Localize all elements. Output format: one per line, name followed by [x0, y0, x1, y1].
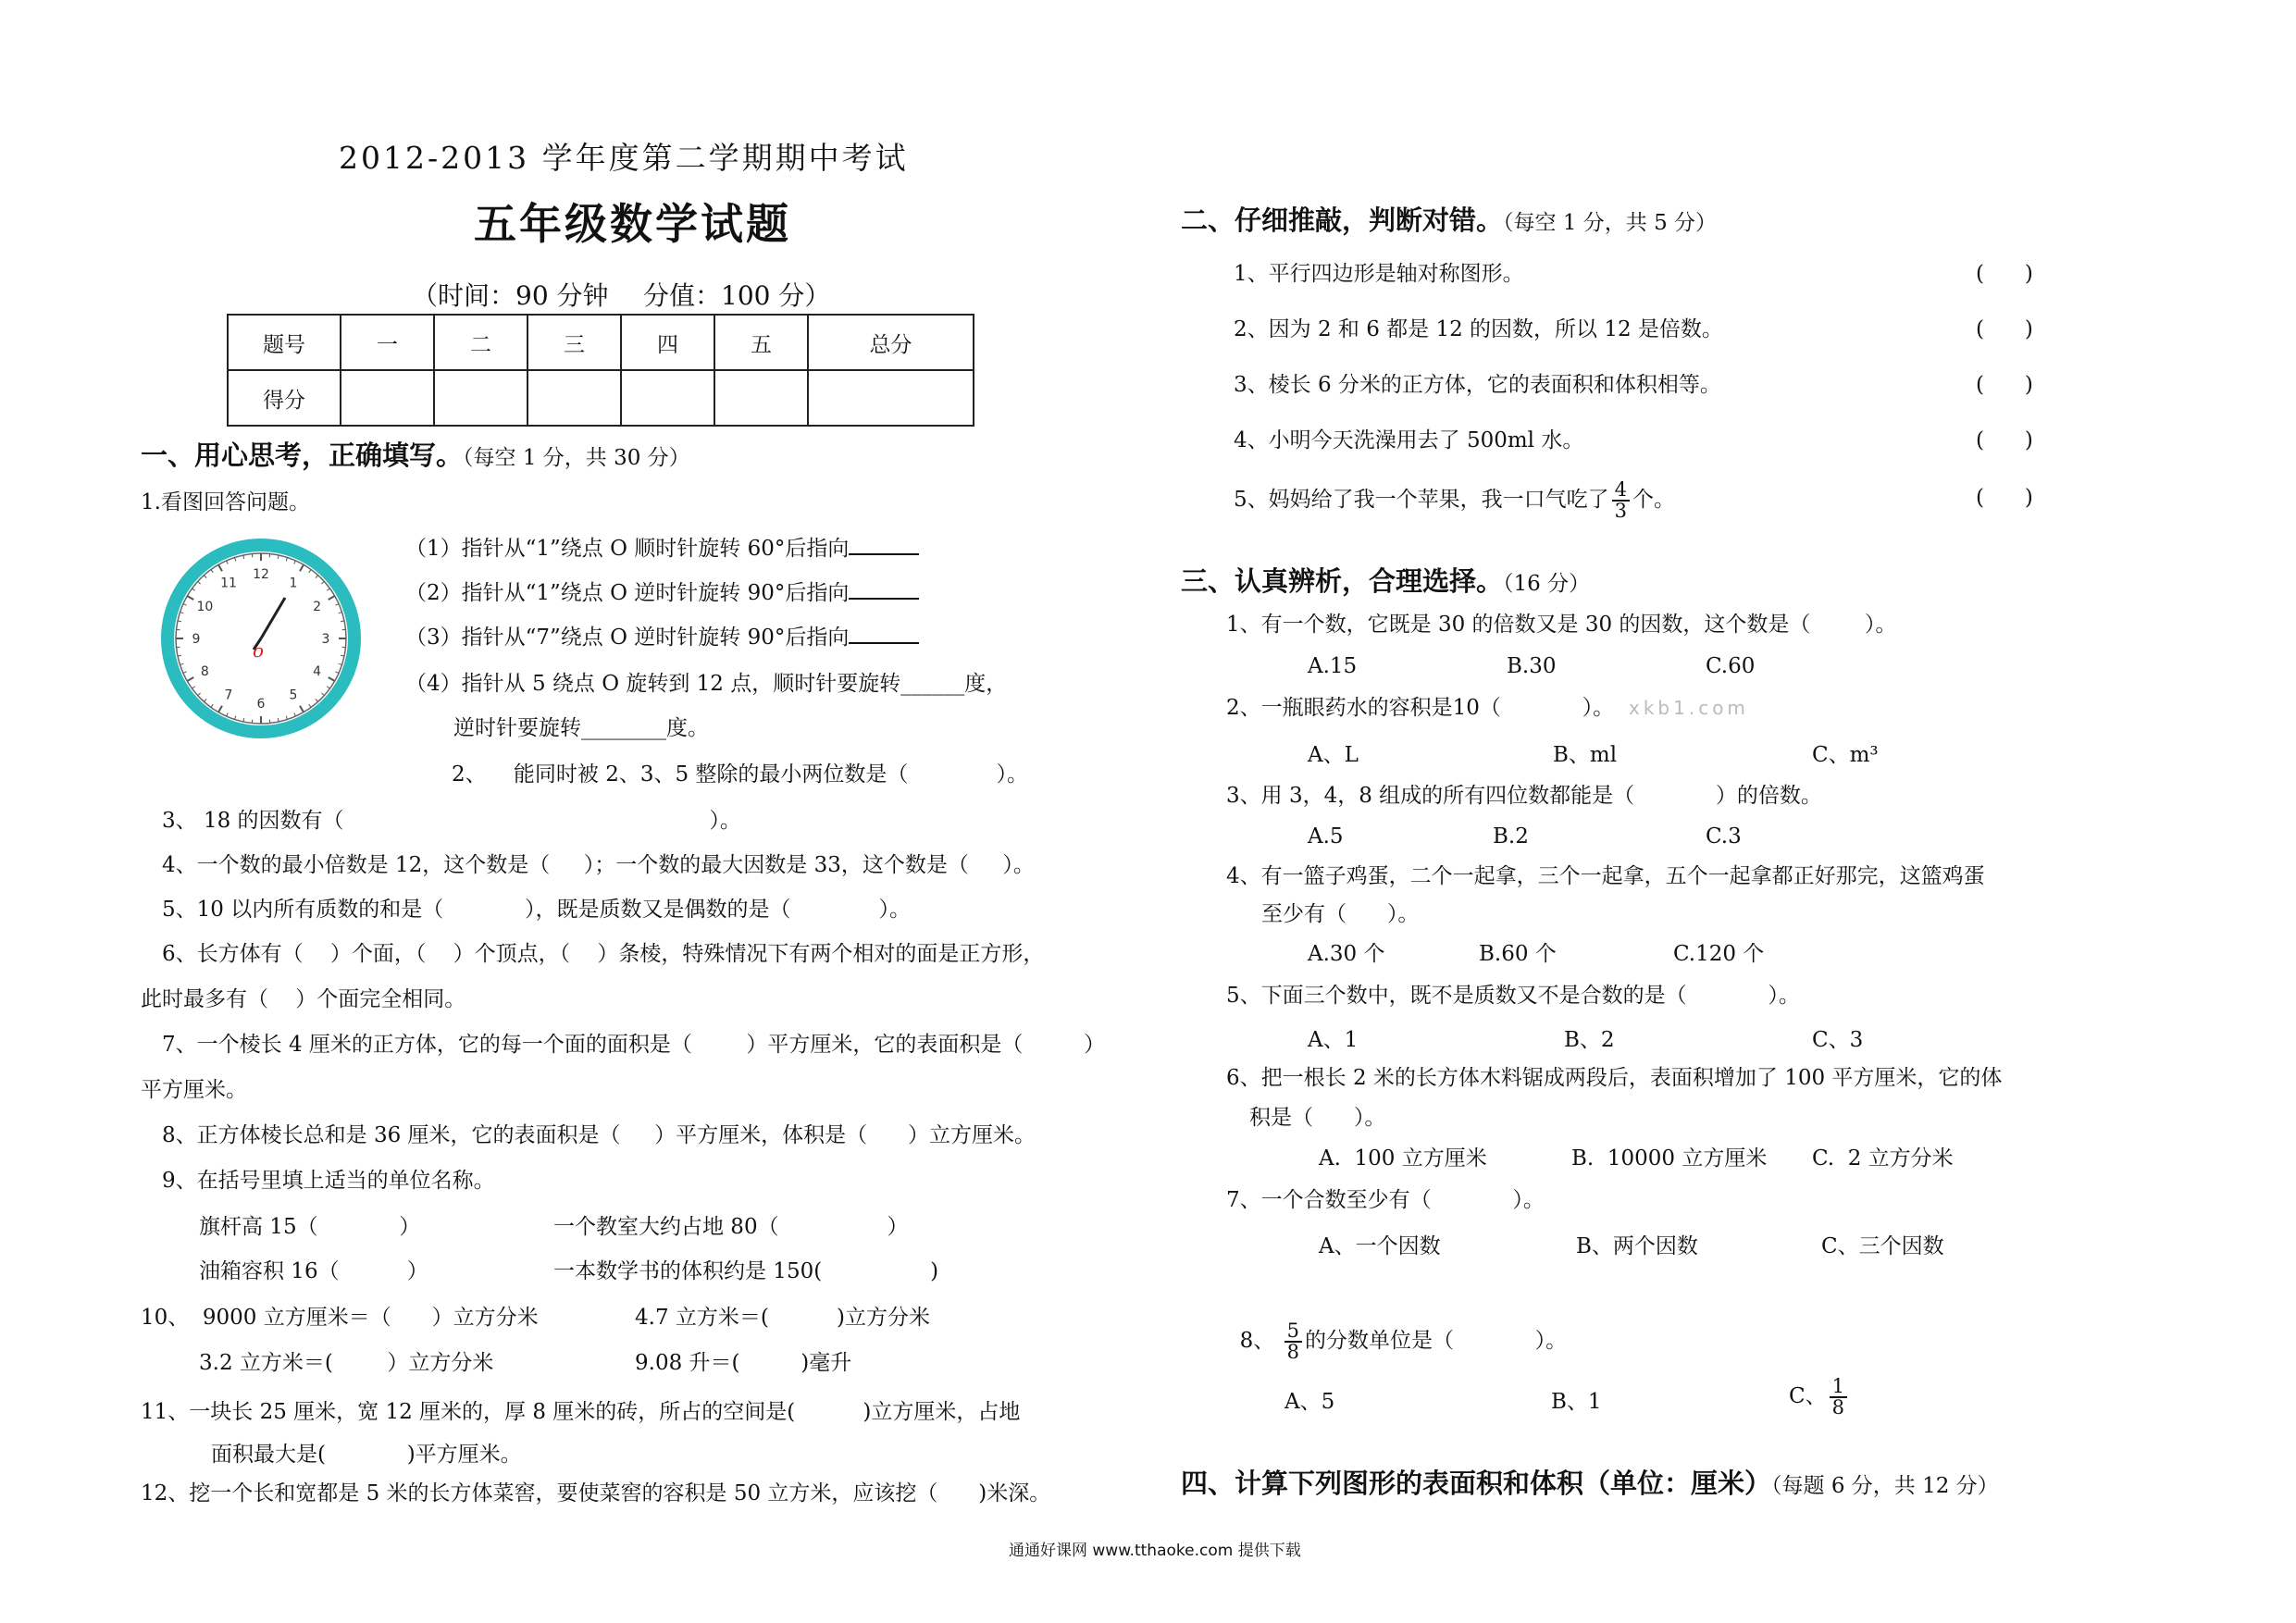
- clock-tick: [327, 687, 329, 688]
- clock-tick: [294, 712, 296, 716]
- exam-subject-title: 五年级数学试题: [474, 199, 791, 249]
- choice-option[interactable]: B、ml: [1553, 743, 1618, 767]
- clock-tick: [187, 596, 193, 600]
- clock-tick: [192, 588, 195, 590]
- clock-tick: [198, 581, 201, 584]
- clock-number: 4: [313, 664, 322, 679]
- clock-tick: [218, 564, 222, 571]
- clock-tick: [286, 716, 287, 720]
- clock-tick: [327, 588, 329, 590]
- clock-tick: [218, 706, 222, 712]
- score-table-header: 三: [527, 315, 621, 370]
- clock-tick: [211, 570, 213, 573]
- q11-line2: 面积最大是( )平方厘米。: [211, 1443, 522, 1467]
- choice-q1: 1、有一个数，它既是 30 的倍数又是 30 的因数，这个数是（ ）。: [1226, 613, 1897, 637]
- clock-tick: [198, 693, 201, 696]
- clock-number: 7: [224, 688, 233, 703]
- clock-tick: [309, 570, 311, 573]
- choice-option[interactable]: C.60: [1706, 654, 1756, 678]
- score-table-header: 五: [714, 315, 808, 370]
- choice-option[interactable]: B、两个因数: [1576, 1234, 1698, 1258]
- clock-tick: [227, 712, 229, 716]
- score-table-header: 一: [341, 315, 434, 370]
- judge-item-4: 4、小明今天洗澡用去了 500ml 水。: [1234, 428, 1584, 452]
- score-table-header: 二: [434, 315, 527, 370]
- clock-number: 11: [220, 576, 237, 591]
- choice-option[interactable]: C、三个因数: [1821, 1234, 1944, 1258]
- choice-option[interactable]: A、5: [1285, 1390, 1335, 1414]
- section2-heading: [1181, 200, 1717, 238]
- clock-tick: [329, 677, 335, 681]
- q10-item: 10、 9000 立方厘米＝（ ）立方分米: [141, 1306, 539, 1330]
- score-cell[interactable]: [621, 370, 714, 426]
- clock-tick: [335, 604, 339, 606]
- clock-number: 5: [289, 688, 298, 703]
- section3-note: （16 分）: [1503, 572, 1591, 596]
- q1-item-1: （1）指针从“1”绕点 O 顺时针旋转 60°后指向: [405, 535, 919, 563]
- choice-q8: 8、 $\frac{5}{8}$ 的分数单位是（ ）。: [1239, 1319, 1568, 1363]
- clock-tick: [204, 576, 206, 578]
- watermark: xkb1.com: [1629, 697, 1749, 719]
- choice-option[interactable]: B.2: [1493, 824, 1529, 849]
- section2-note: （每空 1 分，共 5 分）: [1503, 211, 1718, 235]
- section3-heading: [1181, 561, 1590, 599]
- score-cell[interactable]: [434, 370, 527, 426]
- clock-number: 2: [313, 600, 322, 614]
- judge-item-2: 2、因为 2 和 6 都是 12 的因数，所以 12 是倍数。: [1234, 317, 1723, 341]
- choice-option[interactable]: A、1: [1308, 1028, 1359, 1052]
- q1-item-4-cont: 逆时针要旋转________度。: [453, 716, 709, 740]
- q1-item-2: （2）指针从“1”绕点 O 逆时针旋转 90°后指向: [405, 579, 919, 607]
- clock-tick: [192, 687, 195, 688]
- clock-center-label: o: [253, 639, 265, 662]
- clock-tick: [329, 596, 335, 600]
- exam-year-title: 2012-2013 学年度第二学期期中考试: [339, 140, 909, 176]
- clock-number: 6: [256, 697, 266, 712]
- choice-option[interactable]: A、一个因数: [1319, 1234, 1441, 1258]
- q12: 12、挖一个长和宽都是 5 米的长方体菜窖，要使菜窖的容积是 50 立方米，应该挖（ )米深。: [141, 1481, 1051, 1505]
- clock-tick: [300, 706, 304, 712]
- clock-number: 1: [289, 576, 298, 591]
- clock-tick: [235, 558, 236, 562]
- q9: 9、在括号里填上适当的单位名称。: [162, 1169, 495, 1193]
- q10-item: 4.7 立方米＝( )立方分米: [635, 1306, 930, 1330]
- clock-tick: [294, 561, 296, 564]
- q9-item: 一个教室大约占地 80（ ）: [553, 1215, 909, 1239]
- choice-option[interactable]: A. 100 立方厘米: [1319, 1146, 1487, 1171]
- choice-option[interactable]: C、 $\frac{1}{8}$: [1789, 1377, 1850, 1418]
- score-table: [227, 314, 974, 427]
- score-cell[interactable]: [808, 370, 974, 426]
- clock-tick: [183, 672, 187, 674]
- score-table-header: 四: [621, 315, 714, 370]
- clock-tick: [183, 604, 187, 606]
- choice-q5: 5、下面三个数中，既不是质数又不是合数的是（ ）。: [1226, 984, 1800, 1008]
- q5: 5、10 以内所有质数的和是（ ），既是质数又是偶数的是（ ）。: [162, 898, 911, 922]
- q9-item: 一本数学书的体积约是 150( ): [553, 1259, 939, 1283]
- clock-tick: [180, 663, 184, 664]
- judge-answer[interactable]: ( ): [1976, 486, 2033, 510]
- judge-answer[interactable]: ( ): [1976, 262, 2033, 286]
- answer-blank[interactable]: [849, 598, 919, 600]
- score-cell[interactable]: [527, 370, 621, 426]
- q1-item-4: （4）指针从 5 绕点 O 旋转到 12 点，顺时针要旋转______度，: [405, 672, 1008, 696]
- judge-item-3: 3、棱长 6 分米的正方体，它的表面积和体积相等。: [1234, 373, 1721, 397]
- exam-time: （时间：90 分钟: [412, 280, 609, 311]
- choice-option[interactable]: A.5: [1308, 824, 1344, 849]
- choice-option[interactable]: A、L: [1308, 743, 1359, 767]
- section4-note: （每题 6 分，共 12 分）: [1771, 1474, 1999, 1498]
- clock-tick: [316, 576, 318, 578]
- q2: 2、 能同时被 2、3、5 整除的最小两位数是（ ）。: [452, 762, 1028, 787]
- clock-tick: [187, 677, 193, 681]
- fraction: $\frac{5}{8}$: [1285, 1321, 1302, 1362]
- choice-option[interactable]: C、3: [1812, 1028, 1864, 1052]
- clock-tick: [300, 564, 304, 571]
- choice-q6-line1: 6、把一根长 2 米的长方体木料锯成两段后，表面积增加了 100 平方厘米，它的体: [1226, 1066, 2003, 1090]
- choice-option[interactable]: A.30 个: [1308, 942, 1385, 966]
- choice-q3: 3、用 3，4，8 组成的所有四位数都能是（ ）的倍数。: [1226, 784, 1822, 808]
- q7-line1: 7、一个棱长 4 厘米的正方体，它的每一个面的面积是（ ）平方厘米，它的表面积是（ ）: [162, 1033, 1106, 1057]
- clock-tick: [321, 581, 324, 584]
- section3-title: 三、认真辨析，合理选择。: [1181, 565, 1504, 597]
- choice-q4-line1: 4、有一篮子鸡蛋，二个一起拿，三个一起拿，五个一起拿都正好那完，这篮鸡蛋: [1226, 864, 1985, 888]
- clock-tick: [211, 704, 213, 707]
- section1-title: 一、用心思考，正确填写。: [141, 440, 464, 471]
- footer-credit: 通通好课网 www.tthaoke.com 提供下载: [1009, 1542, 1301, 1560]
- clock-tick: [321, 693, 324, 696]
- clock-number: 8: [200, 664, 209, 679]
- section1-note: （每空 1 分，共 30 分）: [463, 446, 690, 470]
- q1-intro: 1.看图回答问题。: [141, 490, 310, 514]
- q1-item-3: （3）指针从“7”绕点 O 逆时针旋转 90°后指向: [405, 624, 919, 651]
- choice-option[interactable]: B. 10000 立方厘米: [1571, 1146, 1768, 1171]
- q6-line1: 6、长方体有（ ）个面，（ ）个顶点，（ ）条棱，特殊情况下有两个相对的面是正方形，: [162, 942, 1045, 966]
- score-cell[interactable]: [714, 370, 808, 426]
- judge-answer[interactable]: ( ): [1976, 317, 2033, 341]
- fraction: $\frac{4}{3}$: [1612, 480, 1630, 521]
- score-table-row-label: 得分: [228, 370, 341, 426]
- judge-answer[interactable]: ( ): [1976, 373, 2033, 397]
- clock-tick: [339, 663, 342, 664]
- q10-item: 9.08 升＝( )毫升: [635, 1351, 852, 1375]
- clock-tick: [309, 704, 311, 707]
- section2-title: 二、仔细推敲，判断对错。: [1181, 204, 1504, 236]
- choice-option[interactable]: B、2: [1564, 1028, 1615, 1052]
- section1-heading: [141, 435, 690, 473]
- q11-line1: 11、一块长 25 厘米，宽 12 厘米的，厚 8 厘米的砖，所占的空间是( )立方厘米，占地: [141, 1400, 1021, 1424]
- choice-q7: 7、一个合数至少有（ ）。: [1226, 1188, 1545, 1212]
- q3: 3、 18 的因数有（ ）。: [162, 809, 741, 833]
- choice-q4-line2: 至少有（ ）。: [1261, 902, 1420, 926]
- choice-option[interactable]: A.15: [1308, 654, 1358, 678]
- choice-option[interactable]: C、m³: [1812, 743, 1879, 767]
- judge-answer[interactable]: ( ): [1976, 428, 2033, 452]
- choice-option[interactable]: C. 2 立方分米: [1812, 1146, 1954, 1171]
- clock-tick: [335, 672, 339, 674]
- clock-hand: [261, 598, 285, 638]
- clock-figure: [157, 535, 365, 742]
- section4-title: 四、计算下列图形的表面积和体积（单位：厘米）: [1181, 1468, 1772, 1499]
- q4: 4、一个数的最小倍数是 12，这个数是（ ）；一个数的最大因数是 33，这个数是（ ）。: [162, 853, 1035, 877]
- exam-score: 分值：100 分）: [643, 280, 831, 311]
- clock-number: 10: [196, 600, 214, 614]
- choice-option[interactable]: C.120 个: [1673, 942, 1765, 966]
- judge-item-5: 5、妈妈给了我一个苹果，我一口气吃了 $\frac{4}{3}$ 个。: [1234, 478, 1676, 522]
- answer-blank[interactable]: [849, 642, 919, 644]
- q9-item: 油箱容积 16（ ）: [199, 1259, 428, 1283]
- q10-item: 3.2 立方米＝( ）立方分米: [199, 1351, 494, 1375]
- clock-tick: [316, 699, 318, 701]
- q6-line2: 此时最多有（ ）个面完全相同。: [141, 987, 466, 1011]
- q7-line2: 平方厘米。: [141, 1078, 247, 1102]
- choice-option[interactable]: C.3: [1706, 824, 1742, 849]
- clock-number: 9: [192, 632, 201, 647]
- choice-option[interactable]: B、1: [1551, 1390, 1602, 1414]
- score-cell[interactable]: [341, 370, 434, 426]
- choice-option[interactable]: B.30: [1507, 654, 1557, 678]
- section4-heading: [1181, 1463, 1999, 1501]
- choice-q2: 2、一瓶眼药水的容积是10（ ）。: [1226, 696, 1615, 720]
- judge-item-1: 1、平行四边形是轴对称图形。: [1234, 262, 1524, 286]
- choice-q6-line2: 积是（ ）。: [1249, 1106, 1386, 1130]
- clock-number: 3: [321, 632, 330, 647]
- clock-number: 12: [253, 567, 269, 582]
- fraction: $\frac{1}{8}$: [1830, 1377, 1847, 1418]
- clock-tick: [204, 699, 206, 701]
- clock-tick: [227, 561, 229, 564]
- clock-tick: [286, 558, 287, 562]
- score-table-header: 总分: [808, 315, 974, 370]
- choice-option[interactable]: B.60 个: [1479, 942, 1557, 966]
- clock-tick: [235, 716, 236, 720]
- answer-blank[interactable]: [849, 553, 919, 555]
- score-table-header: 题号: [228, 315, 341, 370]
- q8: 8、正方体棱长总和是 36 厘米，它的表面积是（ ）平方厘米，体积是（ ）立方厘米。: [162, 1123, 1036, 1147]
- q9-item: 旗杆高 15（ ）: [199, 1215, 421, 1239]
